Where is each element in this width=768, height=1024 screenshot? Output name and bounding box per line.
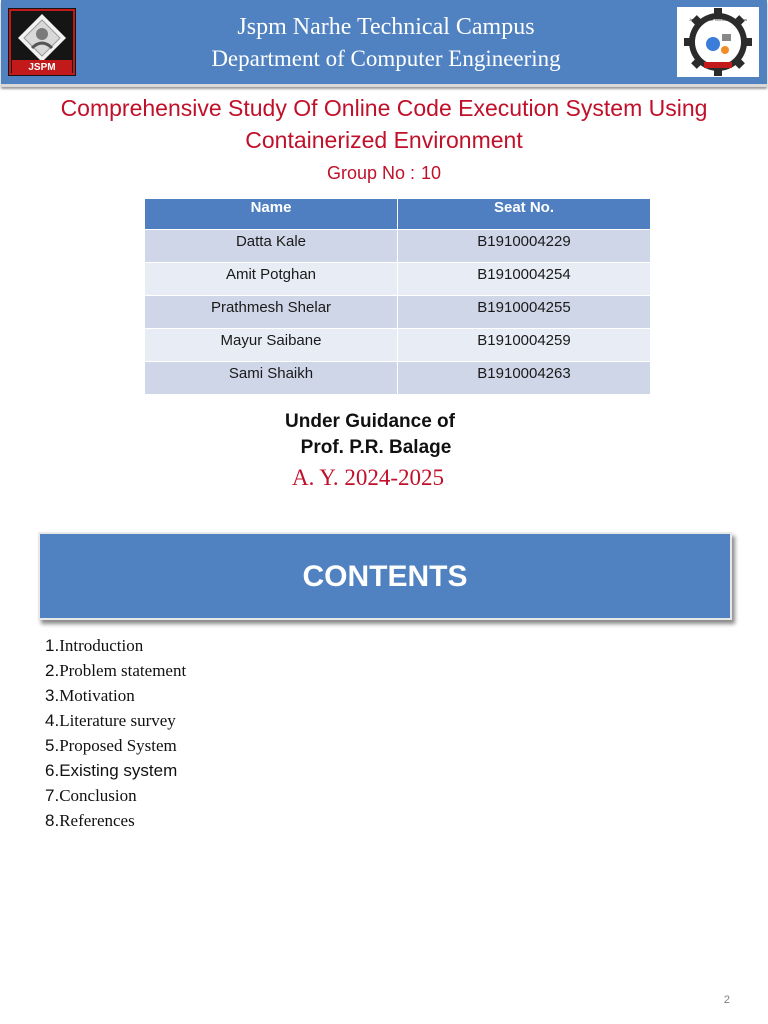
members-table	[144, 198, 651, 395]
item-number: 7.	[45, 786, 60, 805]
jspm-logo	[8, 8, 76, 76]
item-text: Proposed System	[59, 736, 177, 755]
seat-number: B1910004259	[398, 329, 651, 362]
seat-number: B1910004255	[398, 296, 651, 329]
contents-heading: CONTENTS	[302, 560, 468, 593]
list-item	[45, 736, 186, 761]
list-item	[45, 811, 186, 836]
academic-year: A. Y. 2024-2025	[291, 465, 445, 490]
table-row	[145, 296, 651, 329]
list-item	[45, 686, 186, 711]
group-number	[0, 163, 768, 184]
item-text: Introduction	[59, 636, 144, 655]
column-header-seat: Seat No.	[398, 199, 651, 230]
institute-name: Jspm Narhe Technical Campus	[237, 14, 535, 40]
header-banner	[1, 0, 767, 87]
member-name: Prathmesh Shelar	[145, 296, 398, 329]
seat-number: B1910004229	[398, 230, 651, 263]
item-number: 1.	[45, 636, 60, 655]
table-row	[145, 230, 651, 263]
group-label: Group No :	[326, 163, 415, 183]
item-text: Literature survey	[59, 711, 176, 730]
group-value: 10	[421, 163, 442, 183]
list-item	[45, 636, 186, 661]
department-name: Department of Computer Engineering	[211, 46, 561, 71]
item-number: 5.	[45, 736, 60, 755]
item-number: 6.	[45, 761, 60, 780]
list-item	[45, 711, 186, 736]
member-name: Datta Kale	[145, 230, 398, 263]
table-header-row	[145, 199, 651, 230]
list-item	[45, 761, 186, 786]
list-item	[45, 786, 186, 811]
item-number: 2.	[45, 661, 60, 680]
jspm-logo-text: JSPM	[28, 62, 56, 73]
project-title: Comprehensive Study Of Online Code Execution System Using Containerized Environment	[60, 95, 708, 153]
guidance-label: Under Guidance of	[285, 411, 455, 432]
member-name: Amit Potghan	[145, 263, 398, 296]
item-text: Existing system	[59, 761, 178, 780]
table-row	[145, 329, 651, 362]
member-name: Sami Shaikh	[145, 362, 398, 395]
item-text: Problem statement	[59, 661, 187, 680]
item-text: Conclusion	[59, 786, 137, 805]
seat-number: B1910004254	[398, 263, 651, 296]
contents-banner	[38, 532, 732, 620]
college-gear-logo	[677, 7, 759, 77]
page-number: 2	[723, 994, 730, 1006]
item-text: References	[59, 811, 135, 830]
table-row	[145, 362, 651, 395]
contents-list	[45, 636, 186, 836]
seat-number: B1910004263	[398, 362, 651, 395]
item-number: 3.	[45, 686, 60, 705]
table-row	[145, 263, 651, 296]
member-name: Mayur Saibane	[145, 329, 398, 362]
item-number: 8.	[45, 811, 60, 830]
college-logo-text: Jspm's Narhe Technical Campus	[688, 17, 748, 22]
guide-name: Prof. P.R. Balage	[300, 437, 452, 458]
item-number: 4.	[45, 711, 60, 730]
list-item	[45, 661, 186, 686]
column-header-name: Name	[145, 199, 398, 230]
item-text: Motivation	[59, 686, 135, 705]
